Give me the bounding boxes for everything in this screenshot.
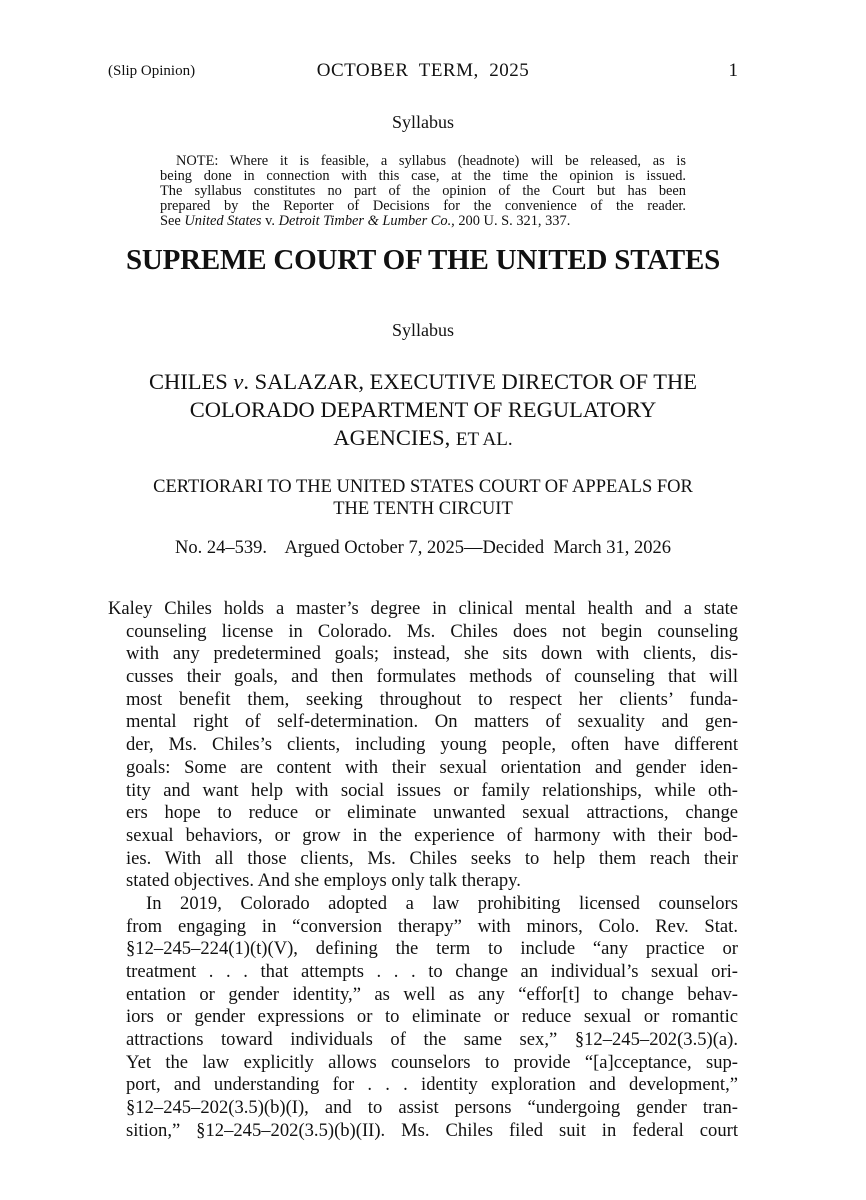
caption-et-al: ET AL. [455, 429, 513, 450]
case-name-detroit-timber: Detroit Timber & Lumber Co., [278, 213, 455, 229]
note-line-citation [160, 214, 686, 229]
caption-petitioner: CHILES [149, 369, 234, 394]
body-line: port, and understanding for . . . identity exploration and development,” [126, 1074, 738, 1096]
body-line-paragraph-start: In 2019, Colorado adopted a law prohibiting licensed counselors [146, 892, 738, 914]
caption-versus: v [233, 369, 244, 394]
body-line: entation or gender identity,” as well as any “effor[t] to change behav- [126, 983, 738, 1005]
body-line: mental right of self-determination. On matters of sexuality and gen- [126, 711, 738, 733]
certiorari-line-2: THE TENTH CIRCUIT [333, 499, 513, 519]
syllabus-body [108, 598, 738, 1143]
body-line: goals: Some are content with their sexual orientation and gender iden- [126, 756, 738, 778]
page-number: 1 [728, 60, 738, 81]
note-line: NOTE: Where it is feasible, a syllabus (headnote) will be released, as is [176, 153, 686, 169]
caption-respondent: . SALAZAR, EXECUTIVE DIRECTOR OF THE [243, 369, 697, 394]
body-line: ies. With all those clients, Ms. Chiles seeks to help them reach their [126, 847, 738, 869]
note-reporter-cite: 200 U. S. 321, 337. [454, 213, 571, 229]
body-line: Kaley Chiles holds a master’s degree in clinical mental health and a state [108, 598, 738, 619]
caption-line-3 [108, 424, 738, 454]
docket-line: No. 24–539. Argued October 7, 2025—Decided March 31, 2026 [175, 538, 671, 558]
body-line: ers hope to reduce or eliminate unwanted sexual attractions, change [126, 802, 738, 824]
court-name: SUPREME COURT OF THE UNITED STATES [125, 244, 721, 276]
body-line: §12–245–202(3.5)(b)(I), and to assist persons “undergoing gender tran- [126, 1097, 738, 1119]
body-line: attractions toward individuals of the same sex,” §12–245–202(3.5)(a). [126, 1029, 738, 1051]
caption-line-1 [108, 368, 738, 396]
body-line: iors or gender expressions or to eliminate or reduce sexual or romantic [126, 1006, 738, 1028]
body-line: stated objectives. And she employs only talk therapy. [126, 870, 521, 892]
body-line: from engaging in “conversion therapy” with minors, Colo. Rev. Stat. [126, 915, 738, 937]
note-see: See [160, 213, 185, 229]
body-line: der, Ms. Chiles’s clients, including young people, often have different [126, 734, 738, 756]
slip-opinion-label: (Slip Opinion) [108, 63, 196, 79]
body-line: tity and want help with social issues or family relationships, while oth- [126, 779, 738, 801]
body-line: with any predetermined goals; instead, she sits down with clients, dis- [126, 643, 738, 665]
certiorari-line-1: CERTIORARI TO THE UNITED STATES COURT OF APPEALS FOR [153, 477, 693, 497]
certiorari-heading [108, 476, 738, 520]
body-line: treatment . . . that attempts . . . to change an individual’s sexual ori- [126, 961, 738, 982]
caption-line-2: COLORADO DEPARTMENT OF REGULATORY [189, 397, 657, 422]
caption-agencies: AGENCIES, [333, 425, 456, 450]
syllabus-label-mid: Syllabus [391, 320, 454, 340]
body-line: sition,” §12–245–202(3.5)(b)(II). Ms. Chiles filed suit in federal court [126, 1119, 738, 1141]
case-name-united-states: United States [184, 213, 262, 229]
body-line: most benefit them, seeking throughout to respect her clients’ funda- [126, 688, 738, 710]
note-versus: v. [261, 213, 279, 229]
term-heading: OCTOBER TERM, 2025 [316, 60, 530, 81]
reporter-note [160, 154, 686, 229]
body-line: §12–245–224(1)(t)(V), defining the term to include “any practice or [126, 938, 738, 960]
syllabus-label-top: Syllabus [391, 112, 454, 132]
body-line: sexual behaviors, or grow in the experience of harmony with their bod- [126, 824, 738, 846]
running-head [108, 60, 738, 84]
body-line: cusses their goals, and then formulates methods of counseling that will [126, 666, 738, 688]
body-line: counseling license in Colorado. Ms. Chiles does not begin counseling [126, 620, 738, 642]
body-line: Yet the law explicitly allows counselors to provide “[a]cceptance, sup- [126, 1051, 738, 1073]
note-line: The syllabus constitutes no part of the opinion of the Court but has been [160, 183, 686, 199]
note-line: being done in connection with this case, at the time the opinion is issued. [160, 168, 686, 184]
note-line: prepared by the Reporter of Decisions for the convenience of the reader. [160, 198, 686, 214]
case-caption [108, 368, 738, 454]
